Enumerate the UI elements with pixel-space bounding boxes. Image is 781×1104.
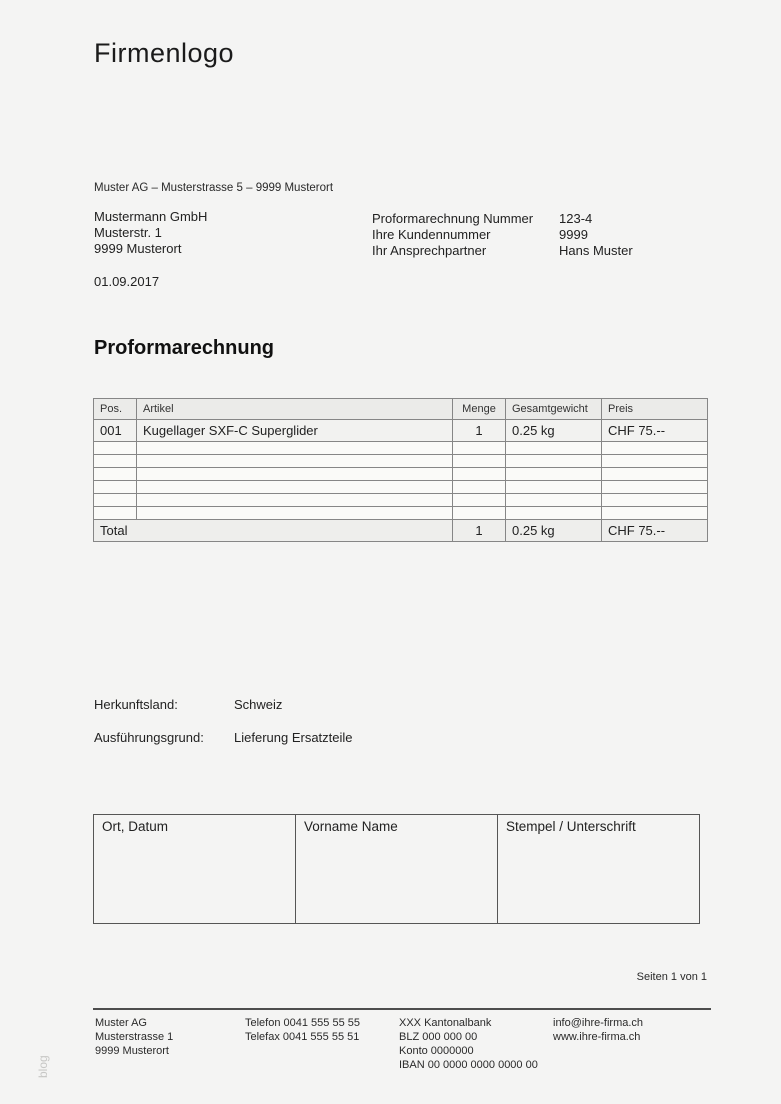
item-gewicht: 0.25 kg [506,420,602,442]
col-header-artikel: Artikel [137,399,453,420]
footer-telefax: Telefax 0041 555 55 51 [245,1031,360,1043]
blog-watermark: blog [36,1055,50,1078]
col-header-gesamtgewicht: Gesamtgewicht [506,399,602,420]
footer-bank-name: XXX Kantonalbank [399,1017,492,1029]
recipient-name: Mustermann GmbH [94,209,208,224]
footer-email: info@ihre-firma.ch [553,1017,644,1029]
item-pos: 001 [94,420,137,442]
empty-item-row [94,442,708,455]
recipient-city: 9999 Musterort [94,241,182,256]
customer-number-row [372,227,633,243]
item-row [94,420,708,442]
total-label: Total [94,520,453,542]
footer-telefon: Telefon 0041 555 55 55 [245,1017,360,1029]
recipient-street: Musterstr. 1 [94,225,162,240]
origin-country-label: Herkunftsland: [94,697,178,712]
item-menge: 1 [453,420,506,442]
footer-bank-blz: BLZ 000 000 00 [399,1031,478,1043]
empty-item-row [94,455,708,468]
invoice-number-value: 123-4 [559,211,593,226]
details-block [94,697,353,745]
item-preis: CHF 75.-- [602,420,708,442]
signature-cell-ort-datum: Ort, Datum [94,815,296,924]
footer-divider [93,1008,711,1010]
empty-item-row [94,494,708,507]
invoice-number-label: Proformarechnung Nummer [372,211,534,226]
recipient-address-block [94,209,207,257]
signature-cell-vorname-name: Vorname Name [296,815,498,924]
sender-address-line: Muster AG – Musterstrasse 5 – 9999 Musterort [94,182,334,194]
contact-person-row [372,243,633,259]
invoice-meta-block [372,211,633,259]
footer-phone-column [245,1016,360,1044]
origin-country-value: Schweiz [234,697,283,712]
col-header-pos: Pos. [94,399,137,420]
footer-bank-column [399,1016,538,1072]
footer-company-column [95,1016,173,1058]
col-header-menge: Menge [453,399,506,420]
export-reason-label: Ausführungsgrund: [94,730,204,745]
footer-company-name: Muster AG [95,1017,147,1029]
page-count: Seiten 1 von 1 [636,971,707,983]
items-table [93,398,708,542]
footer-company-street: Musterstrasse 1 [95,1031,174,1043]
item-artikel: Kugellager SXF-C Superglider [137,420,453,442]
signature-table [93,814,700,924]
footer-bank-iban: IBAN 00 0000 0000 0000 00 [399,1059,538,1071]
total-menge: 1 [453,520,506,542]
contact-person-value: Hans Muster [559,243,633,258]
signature-cell-stempel-unterschrift: Stempel / Unterschrift [498,815,700,924]
empty-item-row [94,481,708,494]
items-total-row [94,520,708,542]
export-reason-value: Lieferung Ersatzteile [234,730,353,745]
total-preis: CHF 75.-- [602,520,708,542]
footer-web-column [553,1016,643,1044]
company-logo-text: Firmenlogo [94,38,235,68]
items-header-row [94,399,708,420]
footer-bank-konto: Konto 0000000 [399,1045,474,1057]
page-title: Proformarechnung [94,337,275,359]
invoice-number-row [372,211,633,227]
document-date: 01.09.2017 [94,274,160,289]
footer-company-city: 9999 Musterort [95,1045,169,1057]
total-gewicht: 0.25 kg [506,520,602,542]
signature-row [94,815,700,924]
export-reason-row [94,730,353,745]
items-body [94,420,708,542]
contact-person-label: Ihr Ansprechpartner [372,243,487,258]
customer-number-value: 9999 [559,227,588,242]
customer-number-label: Ihre Kundennummer [372,227,491,242]
empty-item-row [94,468,708,481]
origin-country-row [94,697,353,712]
col-header-preis: Preis [602,399,708,420]
empty-item-row [94,507,708,520]
footer-website: www.ihre-firma.ch [553,1031,641,1043]
